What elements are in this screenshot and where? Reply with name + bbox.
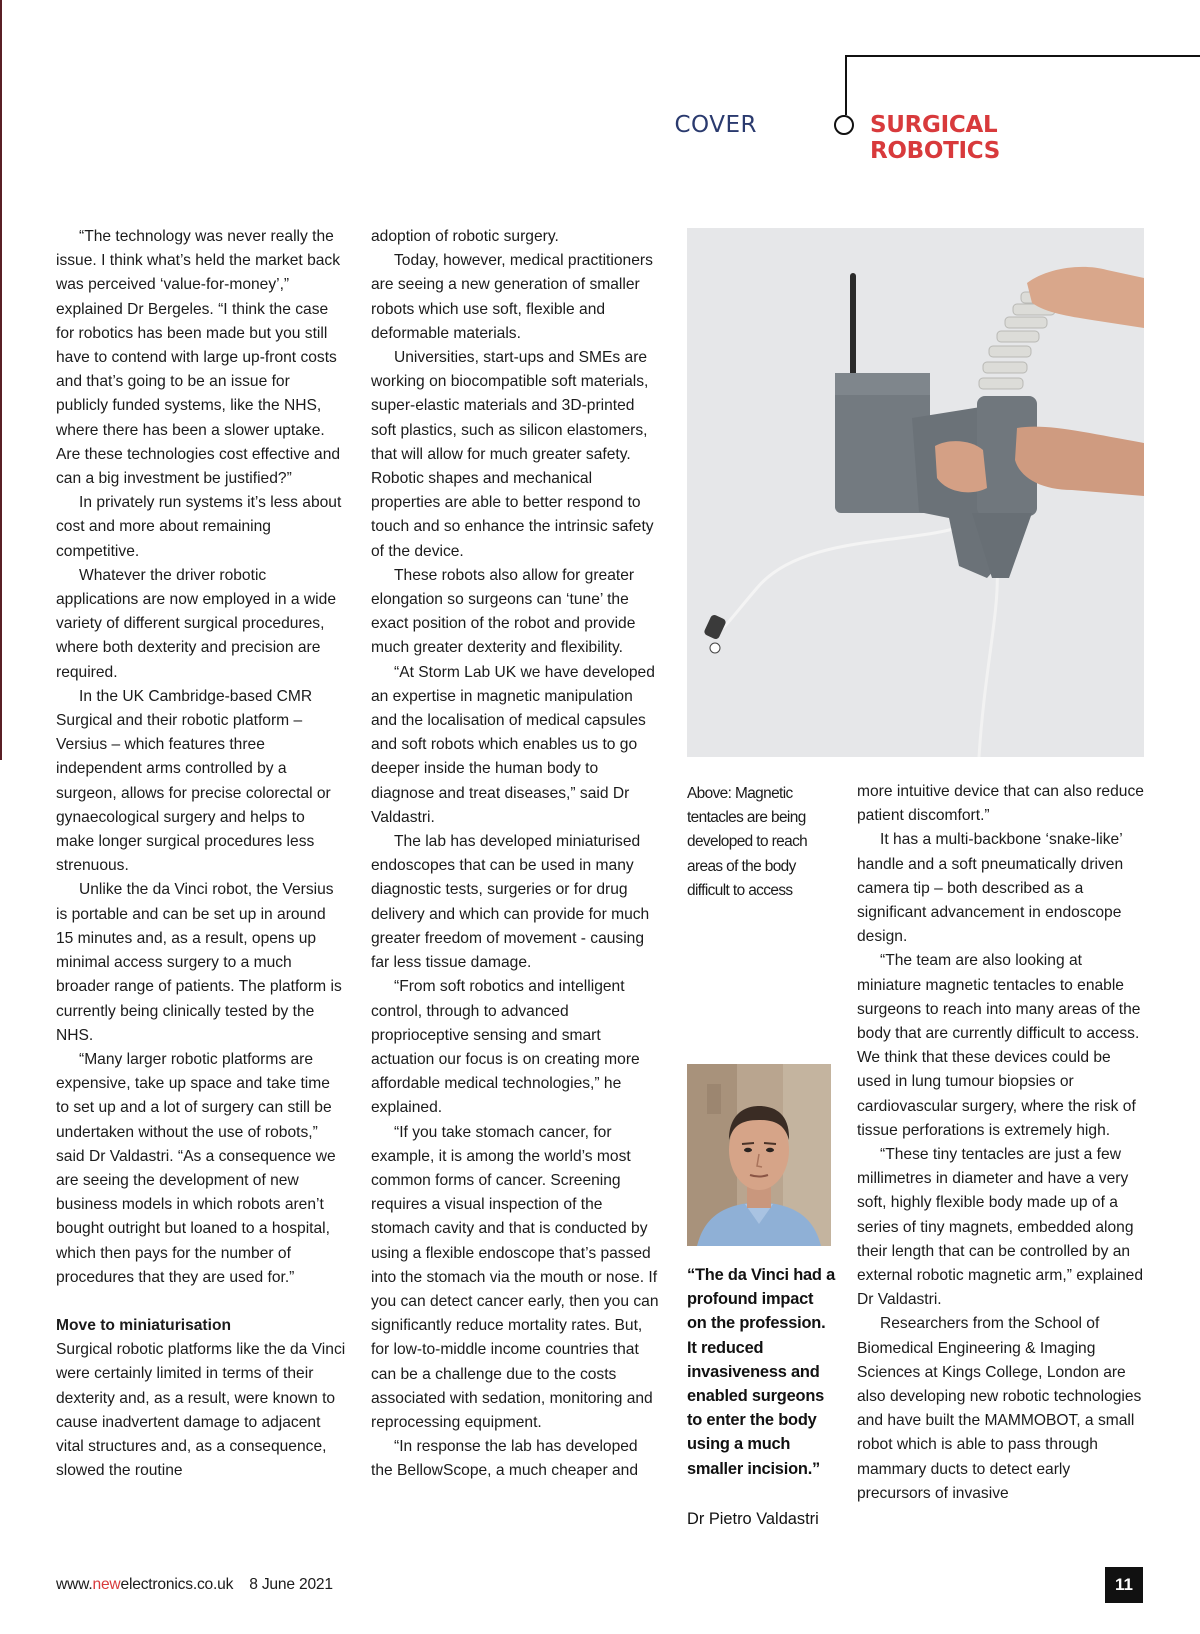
footer-url-prefix: www. <box>56 1576 93 1593</box>
article-column-2 <box>371 225 663 1484</box>
paragraph: “If you take stomach cancer, for example, it is among the world’s most common forms of cancer. Screening requires a visual inspection of the stomach cavity and that is conducted by using a flexible endoscope that’s passed into the stomach via the mouth or nose. If you can detect cancer early, then you can significantly reduce mortality rates. But, for low-to-middle income countries that can be a challenge due to the costs associated with sedation, monitoring and reprocessing equipment. <box>371 1123 659 1431</box>
paragraph: “In response the lab has developed the BellowScope, a much cheaper and <box>371 1438 638 1480</box>
paragraph: Universities, start-ups and SMEs are working on biocompatible soft materials, super-elastic materials and 3D-printed soft plastics, such as silicon elastomers, that will allow for much greater safety. Robotic shapes and mechanical properties are able to better respond to touch and so enhance the intrinsic safety of the device. <box>371 349 654 560</box>
paragraph: more intuitive device that can also reduce patient discomfort.” <box>857 783 1144 825</box>
header-rule-vertical <box>845 55 847 115</box>
pull-quote: “The da Vinci had a profound impact on the profession. It reduced invasiveness and enabled surgeons to enter the body using a much smaller incision.” <box>687 1266 836 1478</box>
paragraph: “From soft robotics and intelligent control, through to advanced proprioceptive sensing and smart actuation our focus is on creating more affordable medical technologies,” he explained. <box>371 978 640 1117</box>
left-margin-rule <box>0 0 2 760</box>
paragraph: Surgical robotic platforms like the da Vinci were certainly limited in terms of their dexterity and, as a result, were known to cause inadvertent damage to adjacent vital structures and, as a consequence, slowed the routine <box>56 1341 346 1480</box>
robot-device-photo <box>687 228 1144 757</box>
footer-url[interactable] <box>56 1576 233 1593</box>
footer-date: 8 June 2021 <box>249 1576 333 1593</box>
paragraph: Researchers from the School of Biomedical Engineering & Imaging Sciences at Kings College, London are also developing new robotic technologies and have built the MAMMOBOT, a small robot which is able to pass through mammary ducts to detect early precursors of invasive <box>857 1315 1142 1502</box>
paragraph: The lab has developed miniaturised endoscopes that can be used in many diagnostic tests, surgeries or for drug delivery and which can provide for much greater freedom of movement - causing far less tissue damage. <box>371 833 650 972</box>
header-circle-icon <box>834 115 854 135</box>
paragraph: “At Storm Lab UK we have developed an expertise in magnetic manipulation and the localisation of medical capsules and soft robots which enables us to go deeper inside the human body to diagnose and treat diseases,” said Dr Valdastri. <box>371 663 655 826</box>
paragraph: “The team are also looking at miniature magnetic tentacles to enable surgeons to reach into many areas of the body that are currently difficult to access. We think that these devices could be used in lung tumour biopsies or cardiovascular surgery, where the risk of tissue perforations is extremely high. <box>857 952 1141 1139</box>
photo-caption: Above: Magnetic tentacles are being developed to reach areas of the body difficult to access <box>687 785 808 899</box>
cover-label: COVER <box>674 112 757 138</box>
paragraph: “These tiny tentacles are just a few millimetres in diameter and have a very soft, highly flexible body made up of a series of tiny magnets, embedded along their length that can be controlled by an external robotic magnetic arm,” explained Dr Valdastri. <box>857 1146 1144 1309</box>
section-label: SURGICAL ROBOTICS <box>870 112 1001 164</box>
page-number: 11 <box>1105 1567 1143 1603</box>
pull-quote-attribution: Dr Pietro Valdastri <box>687 1510 819 1528</box>
paragraph: “Many larger robotic platforms are expensive, take up space and take time to set up and a lot of surgery can still be undertaken without the use of robots,” said Dr Valdastri. “As a consequence we are seeing the development of new business models in which robots aren’t bought outright but loaned to a hospital, which then pays for the number of procedures that they are used for.” <box>56 1050 336 1286</box>
paragraph: “The technology was never really the issue. I think what’s held the market back was perceived ‘value-for-money’,” explained Dr Bergeles. “I think the case for robotics has been made but you still have to contend with large up-front costs and that’s going to be an issue for publicly funded systems, like the NHS, where there has been a slower uptake. Are these technologies cost effective and can a big investment be justified?” <box>56 228 341 488</box>
article-column-1 <box>56 225 346 1483</box>
portrait-photo <box>687 1064 831 1246</box>
paragraph: Unlike the da Vinci robot, the Versius is portable and can be set up in around 15 minutes and, as a result, opens up minimal access surgery to a much broader range of patients. The platform is currently being clinically tested by the NHS. <box>56 881 342 1044</box>
section-header <box>674 112 1100 164</box>
paragraph: In the UK Cambridge-based CMR Surgical and their robotic platform – Versius – which features three independent arms controlled by a surgeon, allows for precise colorectal or gynaecological surgery and helps to make longer surgical procedures less strenuous. <box>56 687 331 875</box>
header-rule-horizontal <box>845 55 1200 57</box>
footer-url-suffix: electronics.co.uk <box>120 1576 234 1593</box>
subheading: Move to miniaturisation <box>56 1316 232 1334</box>
paragraph: In privately run systems it’s less about cost and more about remaining competitive. <box>56 494 342 560</box>
page-footer <box>56 1576 333 1594</box>
paragraph: Today, however, medical practitioners are seeing a new generation of smaller robots which use soft, flexible and deformable materials. <box>371 252 653 342</box>
paragraph: These robots also allow for greater elongation so surgeons can ‘tune’ the exact position of the robot and provide much greater dexterity and flexibility. <box>371 566 636 657</box>
paragraph: It has a multi-backbone ‘snake-like’ handle and a soft pneumatically driven camera tip – both described as a significant advancement in endoscope design. <box>857 831 1124 946</box>
paragraph: adoption of robotic surgery. <box>371 228 559 245</box>
paragraph: Whatever the driver robotic applications are now employed in a wide variety of different surgical procedures, where both dexterity and precision are required. <box>56 566 336 681</box>
footer-url-brand: new <box>92 1576 121 1593</box>
article-column-4 <box>857 780 1147 1506</box>
